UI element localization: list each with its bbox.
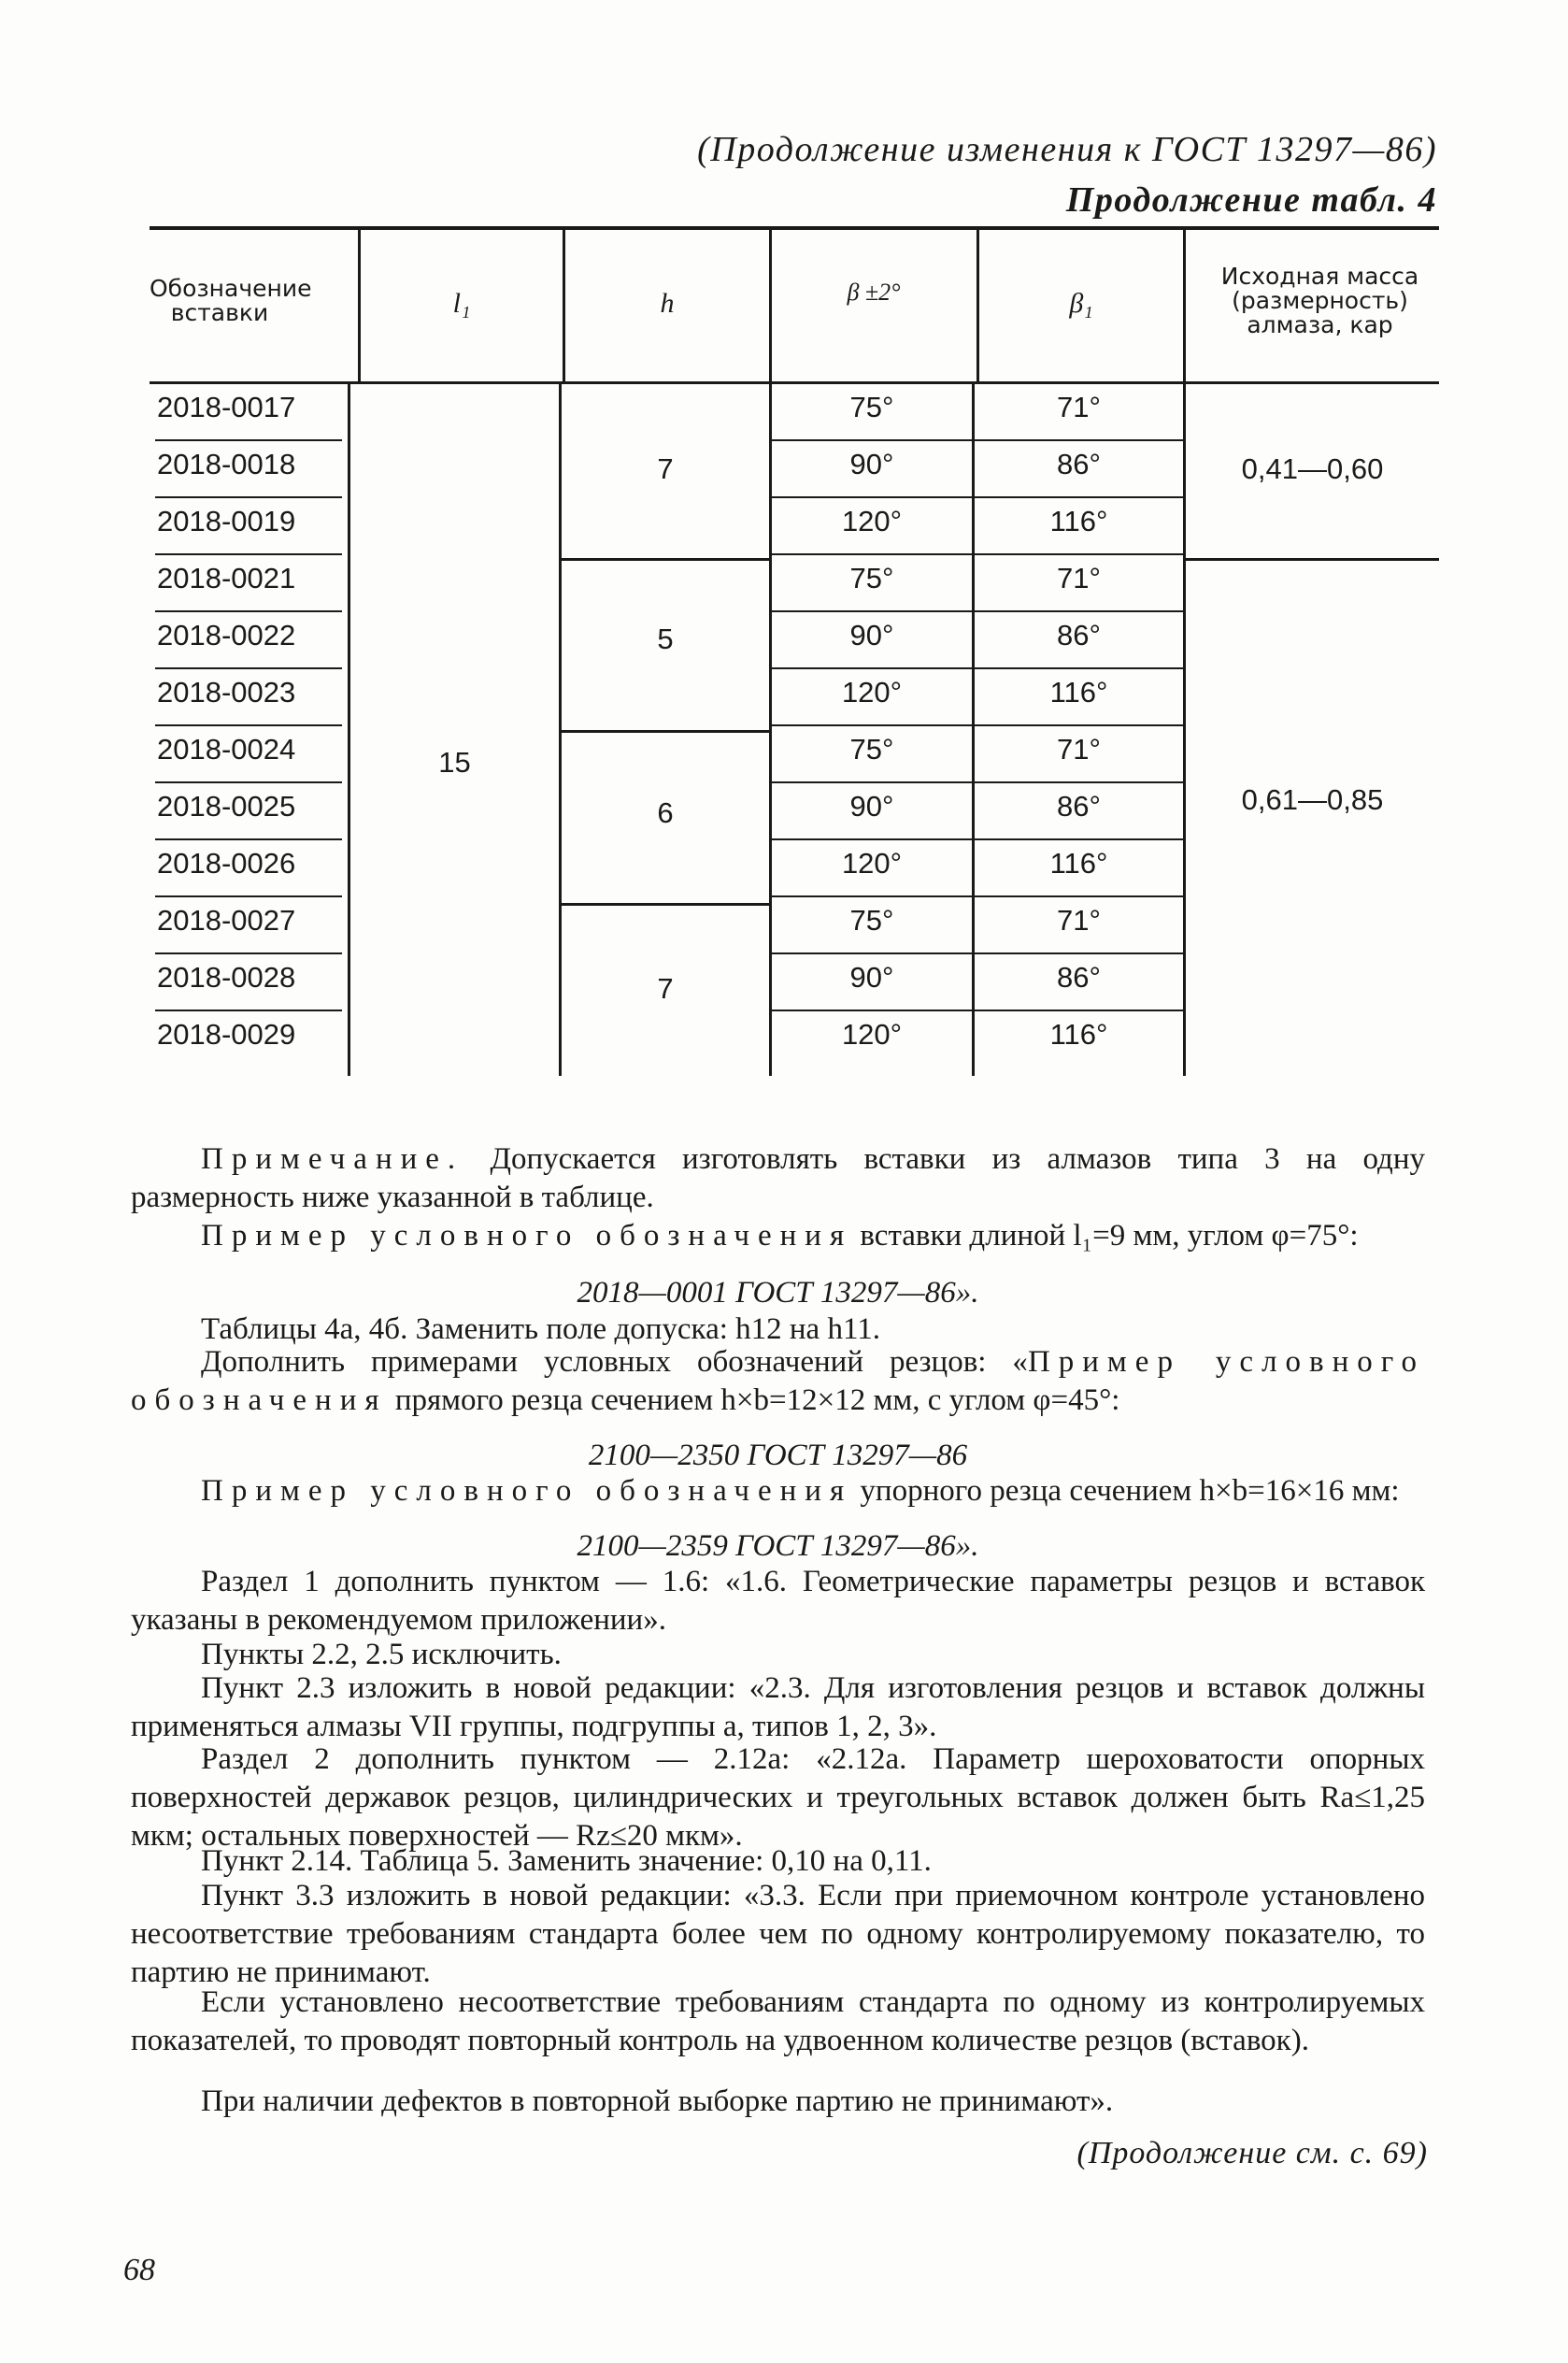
row-rule: [772, 496, 972, 498]
beta1-cell: 116°: [1049, 676, 1108, 709]
beta-cell: 120°: [841, 676, 903, 709]
beta-cell: 120°: [841, 847, 903, 880]
note-label: Примечание.: [201, 1142, 464, 1176]
designation-cell: 2018-0027: [157, 904, 296, 937]
formula-line: 2100—2359 ГОСТ 13297—86».: [577, 1529, 979, 1563]
row-rule: [975, 895, 1183, 897]
page-number: 68: [123, 2253, 155, 2287]
beta-cell: 120°: [841, 1018, 903, 1051]
header-mass: Исходная масса (размерность) алмаза, кар: [1220, 263, 1419, 338]
h-group-rule: [559, 903, 772, 906]
beta-cell: 90°: [849, 619, 894, 652]
row-rule: [975, 838, 1183, 840]
designation-cell: 2018-0029: [157, 1018, 296, 1051]
beta-cell: 90°: [849, 961, 894, 994]
designation-cell: 2018-0028: [157, 961, 296, 994]
beta1-cell: 86°: [1057, 790, 1101, 823]
row-rule: [155, 838, 342, 840]
paragraph: Раздел 1 дополнить пунктом — 1.6: «1.6. Геометрические параметры резцов и вставок указаны в рекомендуемом приложении».: [131, 1565, 1425, 1637]
designation-cell: 2018-0021: [157, 562, 296, 594]
beta-cell: 90°: [849, 790, 894, 823]
h-value: 6: [657, 796, 674, 829]
row-rule: [772, 610, 972, 612]
h-value: 7: [657, 452, 674, 485]
row-rule: [772, 553, 972, 555]
row-rule: [975, 1010, 1183, 1011]
paragraph: Пример условного обозначения упорного резца сечением h×b=16×16 мм:: [201, 1474, 1400, 1508]
header-h: h: [660, 288, 675, 319]
beta-cell: 75°: [849, 904, 894, 937]
designation-cell: 2018-0025: [157, 790, 296, 823]
paragraph: Раздел 2 дополнить пунктом — 2.12а: «2.12а. Параметр шероховатости опорных поверхностей державок резцов, цилиндрических и треугольных вставок должен быть Ra≤1,25 мкм; остальных поверхностей — Rz≤20 мкм».: [131, 1742, 1425, 1853]
beta-cell: 75°: [849, 391, 894, 423]
beta1-cell: 71°: [1057, 904, 1101, 937]
table-continuation-label: Продолжение табл. 4: [1065, 180, 1437, 220]
beta-cell: 75°: [849, 733, 894, 766]
mass-group-rule: [1183, 558, 1439, 561]
continued-note: (Продолжение см. с. 69): [1076, 2136, 1428, 2170]
h-value: 5: [657, 623, 674, 655]
table-top-rule: [150, 226, 1439, 230]
designation-cell: 2018-0017: [157, 391, 296, 423]
paragraph: Дополнить примерами условных обозначений резцов: «Пример условного обозначения прямого резца сечением h×b=12×12 мм, с углом φ=45°:: [131, 1345, 1425, 1417]
row-rule: [772, 838, 972, 840]
mass-value: 0,41—0,60: [1241, 452, 1384, 485]
row-rule: [975, 781, 1183, 783]
beta1-cell: 71°: [1057, 562, 1101, 594]
row-rule: [155, 952, 342, 954]
row-rule: [975, 667, 1183, 669]
paragraph: Пункты 2.2, 2.5 исключить.: [201, 1638, 562, 1671]
paragraph: Пункт 2.3 изложить в новой редакции: «2.3. Для изготовления резцов и вставок должны применяться алмазы VII группы, подгруппы а, типов 1, 2, 3».: [131, 1671, 1425, 1743]
row-rule: [155, 1010, 342, 1011]
table-header-rule: [150, 381, 1439, 384]
column-rule: [1183, 230, 1186, 381]
header-designation: Обозначение вставки: [150, 275, 312, 326]
formula-line: 2018—0001 ГОСТ 13297—86».: [577, 1276, 979, 1310]
row-rule: [155, 553, 342, 555]
header-beta1: β₁: [1069, 288, 1093, 319]
row-rule: [155, 724, 342, 726]
h-group-rule: [559, 558, 772, 561]
row-rule: [772, 895, 972, 897]
row-rule: [155, 781, 342, 783]
beta1-cell: 116°: [1049, 847, 1108, 880]
example-paragraph: Пример условного обозначения вставки длиной l₁=9 мм, углом φ=75°:: [201, 1219, 1359, 1253]
mass-value: 0,61—0,85: [1241, 783, 1384, 816]
designation-cell: 2018-0022: [157, 619, 296, 652]
row-rule: [975, 952, 1183, 954]
row-rule: [975, 724, 1183, 726]
row-rule: [155, 439, 342, 441]
beta1-cell: 86°: [1057, 619, 1101, 652]
row-rule: [155, 895, 342, 897]
paragraph: При наличии дефектов в повторной выборке партию не принимают».: [201, 2084, 1114, 2118]
paragraph: Пункт 2.14. Таблица 5. Заменить значение: 0,10 на 0,11.: [201, 1844, 932, 1878]
column-rule: [348, 384, 350, 1076]
designation-cell: 2018-0023: [157, 676, 296, 709]
row-rule: [975, 610, 1183, 612]
row-rule: [772, 1010, 972, 1011]
beta1-cell: 86°: [1057, 448, 1101, 480]
row-rule: [155, 610, 342, 612]
designation-cell: 2018-0024: [157, 733, 296, 766]
row-rule: [975, 496, 1183, 498]
note-paragraph: Примечание. Допускается изготовлять вставки из алмазов типа 3 на одну размерность ниже указанной в таблице.: [131, 1142, 1425, 1214]
beta-cell: 120°: [841, 505, 903, 537]
paragraph: Если установлено несоответствие требованиям стандарта по одному из контролируемых показателей, то проводят повторный контроль на удвоенном количестве резцов (вставок).: [131, 1985, 1425, 2057]
row-rule: [155, 496, 342, 498]
h-group-rule: [559, 730, 772, 733]
beta1-cell: 86°: [1057, 961, 1101, 994]
beta-cell: 75°: [849, 562, 894, 594]
header-beta: β ±2°: [847, 279, 901, 306]
formula-line: 2100—2350 ГОСТ 13297—86: [588, 1439, 968, 1472]
designation-cell: 2018-0019: [157, 505, 296, 537]
paragraph: Таблицы 4а, 4б. Заменить поле допуска: h12 на h11.: [201, 1312, 880, 1346]
h-value: 7: [657, 972, 674, 1005]
beta1-cell: 71°: [1057, 391, 1101, 423]
row-rule: [772, 439, 972, 441]
beta1-cell: 116°: [1049, 1018, 1108, 1051]
header-l1: l₁: [452, 288, 471, 319]
row-rule: [975, 439, 1183, 441]
designation-cell: 2018-0026: [157, 847, 296, 880]
column-rule: [1183, 384, 1186, 1076]
row-rule: [975, 553, 1183, 555]
example-label: Пример условного обозначения: [201, 1219, 853, 1253]
row-rule: [155, 667, 342, 669]
row-rule: [772, 724, 972, 726]
beta-cell: 90°: [849, 448, 894, 480]
l1-value: 15: [438, 746, 471, 779]
column-rule: [769, 230, 772, 381]
row-rule: [772, 667, 972, 669]
continuation-header: (Продолжение изменения к ГОСТ 13297—86): [697, 130, 1437, 169]
paragraph: Пункт 3.3 изложить в новой редакции: «3.3. Если при приемочном контроле установлено несоответствие требованиям стандарта более чем по одному контролируемому показателю, то партию не принимают.: [131, 1879, 1425, 1989]
beta1-cell: 71°: [1057, 733, 1101, 766]
beta1-cell: 116°: [1049, 505, 1108, 537]
row-rule: [772, 781, 972, 783]
designation-cell: 2018-0018: [157, 448, 296, 480]
row-rule: [772, 952, 972, 954]
